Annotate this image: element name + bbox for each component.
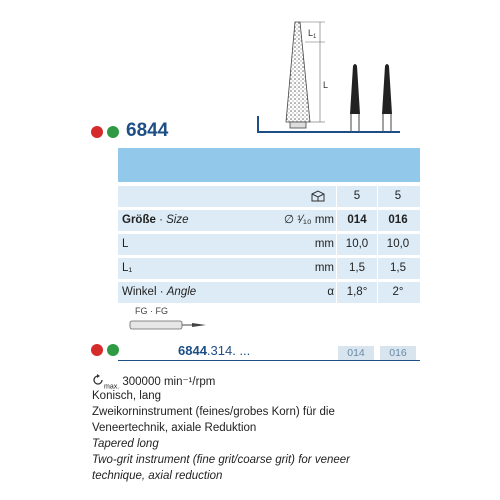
row-label: Winkel · Angle (122, 286, 197, 298)
description-en-line: technique, axial reduction (92, 470, 223, 482)
row-value: 10,0 (386, 238, 410, 250)
description-de-line: Zweikorninstrument (feines/grobes Korn) für die (92, 406, 335, 418)
description-en-line: Two-grit instrument (fine grit/coarse grit) for veneer (92, 454, 350, 466)
shank-label: FG · FG (135, 306, 168, 316)
row-label: L (122, 238, 129, 250)
row-label: L₁ (122, 262, 133, 274)
bur-small-1 (350, 64, 360, 114)
table-row-length (118, 234, 420, 255)
pack-value: 5 (353, 190, 361, 202)
rotation-speed-icon (92, 374, 104, 389)
row-unit: mm (314, 262, 334, 274)
table-row-pack (118, 186, 420, 207)
shank-drawing (128, 318, 208, 332)
bur-technical-drawing (250, 14, 410, 144)
bur-neck (290, 122, 306, 128)
row-label: Größe · Size (122, 214, 189, 226)
green-dot-icon (107, 126, 119, 138)
table-row-length-1 (118, 258, 420, 279)
row-value: 1,5 (390, 262, 406, 274)
order-number: 6844.314. ... (178, 343, 251, 358)
table-row-size (118, 210, 420, 231)
row-value: 016 (388, 214, 408, 226)
row-value: 10,0 (345, 238, 369, 250)
speed-line: $_{max.}$ 300000 min⁻¹/rpm (92, 374, 215, 390)
product-code-title: 6844 (126, 120, 169, 141)
package-icon (310, 189, 326, 210)
dim-label-l: L (323, 80, 329, 90)
row-value: 1,8° (346, 286, 368, 298)
row-unit: α (327, 286, 334, 298)
order-size-badge: 014 (338, 346, 374, 360)
pack-value: 5 (394, 190, 402, 202)
row-value: 014 (347, 214, 367, 226)
row-value: 1,5 (349, 262, 365, 274)
row-unit: mm (314, 238, 334, 250)
dim-label-l1: $L_1$ (308, 28, 317, 40)
table-row-angle (118, 282, 420, 303)
bur-small-2 (382, 64, 392, 114)
header-band (118, 148, 420, 182)
red-dot-icon (91, 344, 103, 356)
description-de-line: Veneertechnik, axiale Reduktion (92, 422, 257, 434)
order-size-badge: 016 (380, 346, 416, 360)
row-value: 2° (392, 286, 404, 298)
order-divider (118, 360, 420, 361)
description-de-line: Konisch, lang (92, 390, 162, 402)
red-dot-icon (91, 126, 103, 138)
description-en-line: Tapered long (92, 438, 159, 450)
row-unit: ∅ ¹⁄₁₀ mm (284, 214, 334, 226)
green-dot-icon (107, 344, 119, 356)
bur-head-large (286, 22, 310, 122)
